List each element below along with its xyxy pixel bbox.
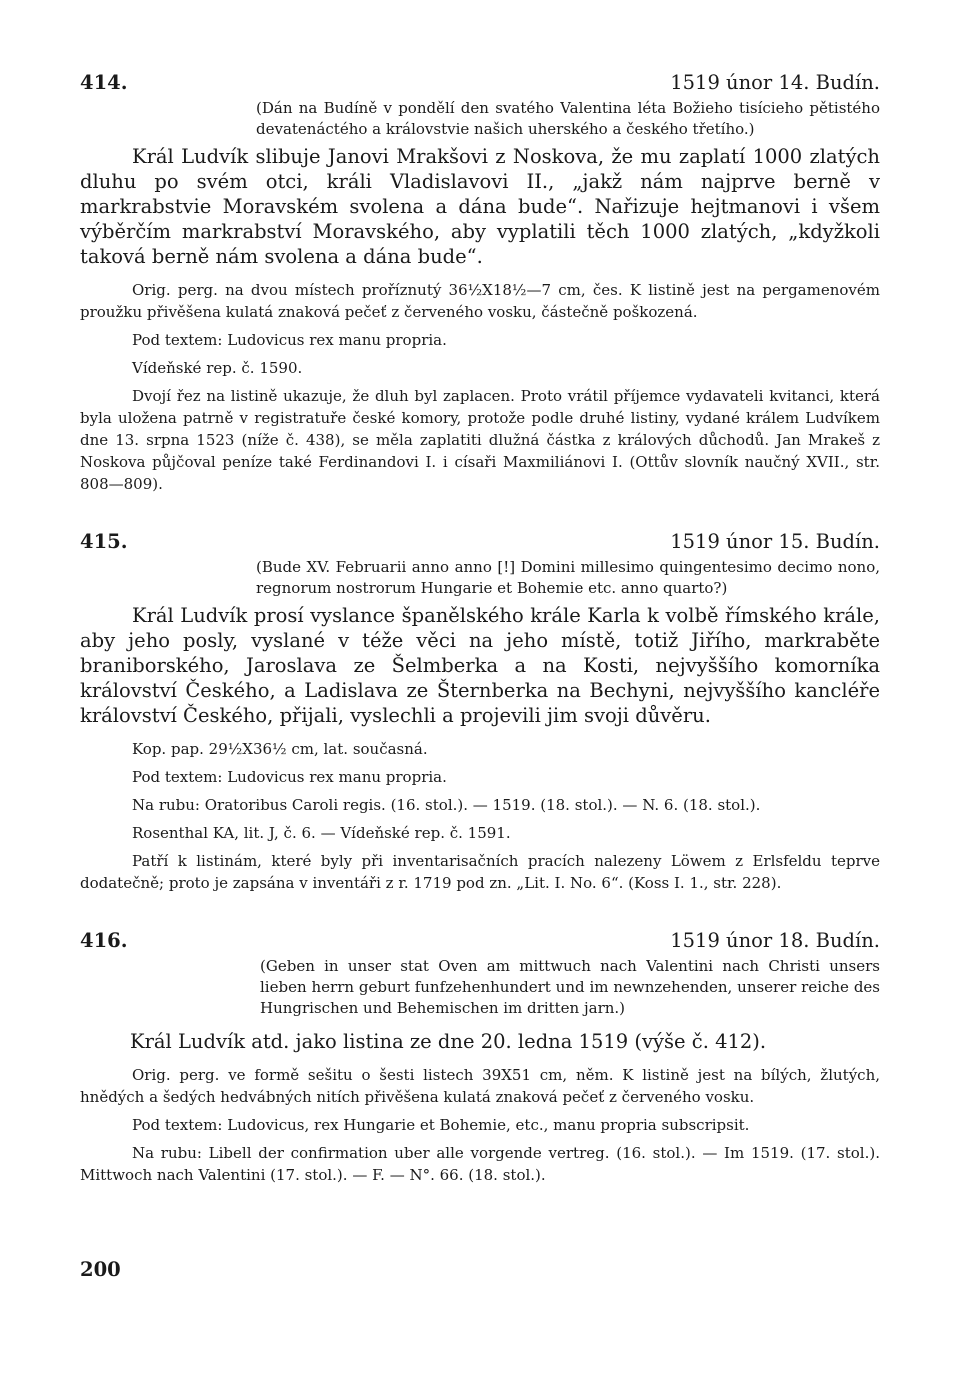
entry-number: 416. — [80, 929, 128, 952]
entry-intro: (Geben in unser stat Oven am mittwuch nach Valentini nach Christi unsers lieben herrn geburt funfzehenhundert und im newnzehenden, unserer reiche des Hungrischen und Behemischen im dritten jarn.) — [260, 957, 880, 1017]
entry-note: Patří k listinám, které byly při inventarisačních pracích nalezeny Löwem z Erlsfeldu teprve dodatečně; proto je zapsána v inventáři z r. 1719 pod zn. „Lit. I. No. 6“. (Koss I. 1., str. 228). — [80, 852, 880, 892]
entry-415 — [80, 529, 880, 894]
entry-note: Orig. perg. na dvou místech proříznutý 36½X18½—7 cm, čes. K listině jest na pergamenovém proužku přivěšena kulatá znaková pečeť z červeného vosku, částečně poškozená. — [80, 281, 880, 321]
entry-date: 1519 únor 18. Budín. — [670, 929, 880, 952]
entry-note: Pod textem: Ludovicus rex manu propria. — [132, 331, 447, 349]
entry-date: 1519 únor 14. Budín. — [670, 71, 880, 94]
entry-note: Dvojí řez na listině ukazuje, že dluh byl zaplacen. Proto vrátil příjemce vydavateli kvitanci, která byla uložena patrně v registratuře české komory, protože podle druhé listiny, vydané králem Ludvíkem dne 13. srpna 1523 (níže č. 438), se měla zaplatiti dlužná částka z králových důchodů. Jan Mrakeš z Noskova půjčoval peníze také Ferdinandovi I. i císaři Maxmiliánovi I. (Ottův slovník naučný XVII., str. 808—809). — [80, 387, 880, 493]
section-gap — [80, 894, 880, 928]
page-number: 200 — [80, 1258, 121, 1281]
entry-414 — [80, 70, 880, 495]
entry-note: Vídeňské rep. č. 1590. — [132, 359, 303, 377]
entry-header — [80, 529, 880, 555]
entry-note: Pod textem: Ludovicus rex manu propria. — [132, 768, 447, 786]
entry-summary: Král Ludvík prosí vyslance španělského krále Karla k volbě římského krále, aby jeho posly, vyslané v téže věci na jeho místě, totiž Jiřího, markraběte braniborského, Jaroslava ze Šelmberka a na Kosti, nejvyššího komorníka království Českého, a Ladislava ze Šternberka na Bechyni, nejvyššího kancléře království Českého, přijali, vyslechli a projevili jim svoji důvěru. — [80, 604, 880, 727]
entry-416 — [80, 928, 880, 1186]
entry-number: 415. — [80, 530, 128, 553]
entry-note: Orig. perg. ve formě sešitu o šesti listech 39X51 cm, něm. K listině jest na bílých, žlutých, hnědých a šedých hedvábných nitích přivěšena kulatá znaková pečeť z červeného vosku. — [80, 1066, 880, 1106]
section-gap — [80, 495, 880, 529]
entry-summary: Král Ludvík slibuje Janovi Mrakšovi z Noskova, že mu zaplatí 1000 zlatých dluhu po svém otci, králi Vladislavovi II., „jakž nám najprve berně v markrabstvie Moravském svolena a dána bude“. Nařizuje hejtmanovi i všem výběrčím markrabství Moravského, aby vyplatili těch 1000 zlatých, „kdyžkoli taková berně nám svolena a dána bude“. — [80, 145, 880, 268]
entry-note: Kop. pap. 29½X36½ cm, lat. současná. — [132, 740, 428, 758]
entry-header — [80, 70, 880, 96]
entry-note: Pod textem: Ludovicus, rex Hungarie et Bohemie, etc., manu propria subscripsit. — [132, 1116, 750, 1134]
entry-intro: (Dán na Budíně v pondělí den svatého Valentina léta Božieho tisícieho pětistého devatenáctého a královstvie našich uherského a českého třetího.) — [256, 99, 880, 138]
entry-note: Na rubu: Libell der confirmation uber alle vorgende vertreg. (16. stol.). — Im 1519. (17. stol.). Mittwoch nach Valentini (17. stol.). — F. — N°. 66. (18. stol.). — [80, 1144, 880, 1184]
entry-header — [80, 928, 880, 954]
entry-note: Na rubu: Oratoribus Caroli regis. (16. stol.). — 1519. (18. stol.). — N. 6. (18. stol.). — [132, 796, 761, 814]
entry-date: 1519 únor 15. Budín. — [670, 530, 880, 553]
entry-intro: (Bude XV. Februarii anno anno [!] Domini millesimo quingentesimo decimo nono, regnorum nostrorum Hungarie et Bohemie etc. anno quarto?) — [256, 558, 880, 597]
entry-summary: Král Ludvík atd. jako listina ze dne 20. ledna 1519 (výše č. 412). — [130, 1030, 767, 1053]
document-page — [80, 70, 880, 1186]
entry-number: 414. — [80, 71, 128, 94]
entry-note: Rosenthal KA, lit. J, č. 6. — Vídeňské rep. č. 1591. — [132, 824, 511, 842]
